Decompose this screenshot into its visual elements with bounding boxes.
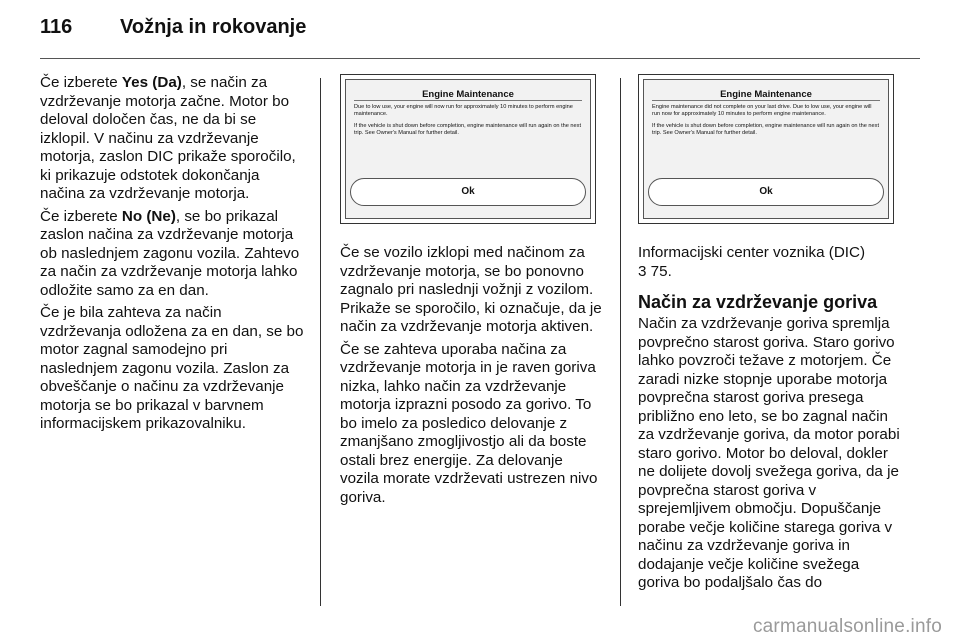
screen-message-line: Due to low use, your engine will now run for approximately 10 minutes to perform engine maintenance. [354,104,573,117]
screen-message [354,104,582,142]
text-span: , se način za vzdrževanje motorja začne. Motor bo deloval določen čas, ne da bi se izklopil. V načinu za vzdrževanje motorja, zaslon DIC prikaže sporočilo, ki prikazuje odstotek dokončanja načina za vzdrževanje motorja. [40,74,296,202]
column-divider-2 [620,78,621,606]
header-divider [40,58,920,59]
paragraph-dic [638,244,904,281]
text-span: , se bo prikazal zaslon načina za vzdrževanje motorja ob naslednjem zagonu vozila. Zahtevo za način za vzdrževanje motorja lahko odložite samo za en dan. [40,207,300,299]
page-reference-arrow-icon: 3 [638,262,647,280]
ok-button: Ok [350,178,586,206]
screen-display [643,79,889,219]
screen-message [652,104,880,142]
screen-title-divider [354,100,582,101]
paragraph-yes-option [40,74,306,204]
screen-message-line: If the vehicle is shut down before completion, engine maintenance will run again on the next trip. See Owner's Manual for further detail. [652,123,879,136]
screen-message-line: If the vehicle is shut down before completion, engine maintenance will run again on the next trip. See Owner's Manual for further detail. [354,123,581,136]
column-right [638,74,904,597]
text-span: Informacijski center voznika (DIC) [638,244,866,261]
text-span: Če izberete [40,74,122,91]
section-heading: Način za vzdrževanje goriva [638,292,878,312]
column-middle [340,74,602,511]
paragraph-postponed: Če je bila zahteva za način vzdrževanja odložena za en dan, se bo motor zagnal samodejno pri naslednjem zagonu vozila. Zaslon za obveščanje o načinu za vzdrževanje motorja se bo prikazal v barvnem informacijskem prikazovalniku. [40,304,304,432]
no-option-label: No (Ne) [121,207,176,225]
engine-maintenance-screen-2 [638,74,894,224]
yes-option-label: Yes (Da) [121,74,182,91]
watermark: carmanualsonline.info [752,616,942,637]
paragraph-low-fuel: Če se zahteva uporaba načina za vzdrževanje motorja in je raven goriva nizka, lahko način za vzdrževanje motorja izprazni posodo za gorivo. To bo imelo za posledico delovanje z zmanjšano zmogljivostjo ali da boste ostali brez energije. Za delovanje vozila morate vzdrževati ustrezen nivo goriva. [340,340,598,506]
page-reference: 75. [646,262,672,280]
paragraph-fuel-maintenance: Način za vzdrževanje goriva spremlja povprečno starost goriva. Staro gorivo lahko povzroči težave z motorjem. Če zaradi nizke stopnje uporabe motorja povprečna starost goriva presega približno eno leto, se bo zagnal način za vzdrževanje goriva, da motor porabi staro gorivo. Motor bo deloval, dokler ne dolijete dovolj svežega goriva, da je povprečna starost goriva v sprejemljivem območju. Dopuščanje porabe večje količine starega goriva v načinu za vzdrževanje goriva in dodajanje večje količine svežega goriva bo podaljšalo čas do [638,315,900,591]
page-title: Vožnja in rokovanje [120,16,307,38]
ok-button: Ok [648,178,884,206]
paragraph-no-option [40,208,306,301]
screen-display [345,79,591,219]
screen-title: Engine Maintenance [720,89,812,100]
column-divider-1 [320,78,321,606]
screen-title-divider [652,100,880,101]
text-span: Če izberete [40,207,122,225]
column-left [40,74,306,438]
paragraph-shutdown: Če se vozilo izklopi med načinom za vzdrževanje motorja, se bo ponovno zagnalo pri naslednji vožnji z vozilom. Prikaže se sporočilo, ki označuje, da je način za vzdrževanje motorja aktiven. [340,244,602,335]
page-number: 116 [40,16,73,38]
screen-message-line: Engine maintenance did not complete on your last drive. Due to low use, your engine will run now for approximately 10 minutes to perform engine maintenance. [652,104,872,117]
screen-title: Engine Maintenance [422,89,514,100]
engine-maintenance-screen-1 [340,74,596,224]
